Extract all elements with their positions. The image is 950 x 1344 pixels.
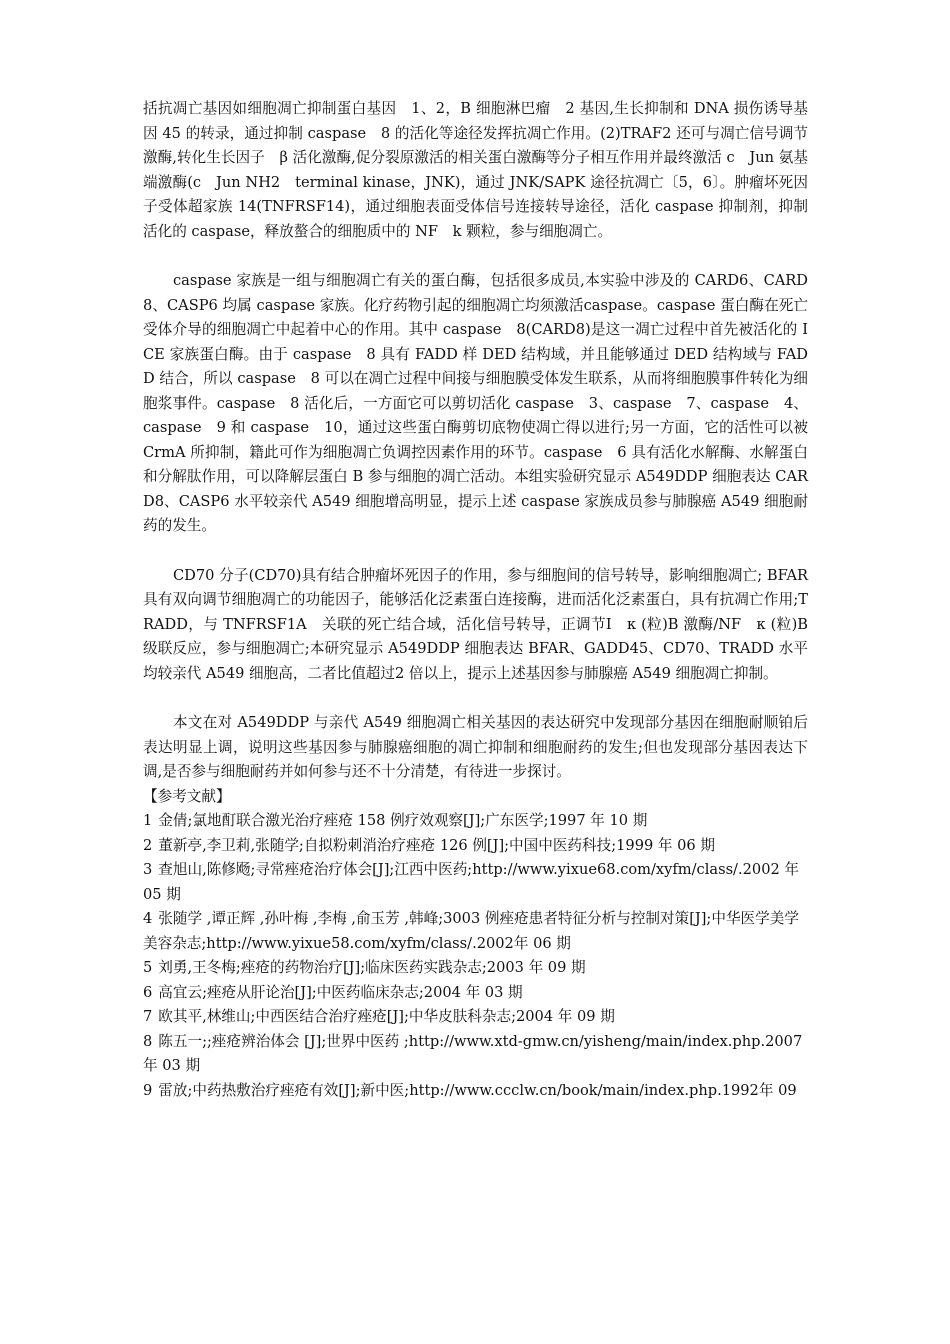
references-list	[143, 809, 808, 1103]
paragraph-conclusion: 本文在对 A549DDP 与亲代 A549 细胞凋亡相关基因的表达研究中发现部分基因在细胞耐顺铂后表达明显上调，说明这些基因参与肺腺癌细胞的凋亡抑制和细胞耐药的发生;但也发现部分基因表达下调,是否参与细胞耐药并如何参与还不十分清楚，有待进一步探讨。	[143, 714, 808, 780]
reference-item	[143, 981, 808, 1006]
references-heading: 【参考文献】	[143, 787, 231, 805]
reference-number: 1	[143, 812, 153, 829]
reference-item	[143, 956, 808, 981]
paragraph-gap	[143, 244, 808, 269]
reference-item	[143, 834, 808, 859]
reference-text: 金倩;氯地酊联合激光治疗痤疮 158 例疗效观察[J];广东医学;1997 年 10 期	[158, 812, 648, 829]
reference-number: 6	[143, 983, 153, 1001]
reference-text: 雷放;中药热敷治疗痤疮有效[J];新中医;http://www.ccclw.cn/book/main/index.php.1992年 09	[158, 1081, 797, 1099]
reference-text: 高宜云;痤疮从肝论治[J];中医药临床杂志;2004 年 03 期	[158, 983, 523, 1001]
reference-number: 2	[143, 836, 153, 854]
reference-number: 8	[143, 1032, 153, 1050]
reference-number: 3	[143, 861, 153, 878]
reference-item	[143, 1030, 808, 1079]
reference-text: 张随学 ,谭正辉 ,孙叶梅 ,李梅 ,俞玉芳 ,韩峰;3003 例痤疮患者特征分析与控制对策[J];中华医学美学美容杂志;http://www.yixue58.com/xyfm/class/.2002年 06 期	[143, 910, 799, 952]
paragraph-gap	[143, 539, 808, 564]
reference-number: 5	[143, 959, 153, 976]
reference-item	[143, 809, 808, 834]
reference-number: 9	[143, 1081, 153, 1099]
reference-item	[143, 1005, 808, 1030]
reference-text: 董新亭,李卫莉,张随学;自拟粉刺消治疗痤疮 126 例[J];中国中医药科技;1999 年 06 期	[158, 836, 715, 854]
reference-text: 陈五一;;痤疮辨治体会 [J];世界中医药 ;http://www.xtd-gmw.cn/yisheng/main/index.php.2007 年 03 期	[143, 1032, 803, 1074]
reference-item	[143, 858, 808, 907]
reference-text: 欧其平,林维山;中西医结合治疗痤疮[J];中华皮肤科杂志;2004 年 09 期	[158, 1008, 615, 1025]
paragraph-traf2: 括抗凋亡基因如细胞凋亡抑制蛋白基因 1、2，B 细胞淋巴瘤 2 基因,生长抑制和 DNA 损伤诱导基因 45 的转录，通过抑制 caspase 8 的活化等途径发挥抗凋亡作用。(2)TRAF2 还可与凋亡信号调节激酶,转化生长因子 β 活化激酶,促分裂原激活的相关蛋白激酶等分子相互作用并最终激活 c Jun 氨基端激酶(c Jun NH2 terminal kinase，JNK)，通过 JNK/SAPK 途径抗凋亡〔5，6〕。肿瘤坏死因子受体超家族 14(TNFRSF14)，通过细胞表面受体信号连接转导途径，活化 caspase 抑制剂，抑制活化的 caspase，释放螯合的细胞质中的 NF k 颗粒，参与细胞凋亡。	[143, 100, 808, 240]
paragraph-gap	[143, 686, 808, 711]
reference-number: 4	[143, 910, 153, 927]
paragraph-cd70: CD70 分子(CD70)具有结合肿瘤坏死因子的作用，参与细胞间的信号转导，影响细胞凋亡; BFAR 具有双向调节细胞凋亡的功能因子，能够活化泛素蛋白连接酶，进而活化泛素蛋白，具有抗凋亡作用;TRADD，与 TNFRSF1A 关联的死亡结合域，活化信号转导，正调节Ⅰ κ (粒)B 激酶/NF κ (粒)B 级联反应，参与细胞凋亡;本研究显示 A549DDP 细胞表达 BFAR、GADD45、CD70、TRADD 水平均较亲代 A549 细胞高，二者比值超过2 倍以上，提示上述基因参与肺腺癌 A549 细胞凋亡抑制。	[143, 566, 808, 682]
reference-text: 刘勇,王冬梅;痤疮的药物治疗[J];临床医药实践杂志;2003 年 09 期	[158, 959, 586, 976]
reference-item	[143, 1079, 808, 1104]
reference-text: 查旭山,陈修飏;寻常痤疮治疗体会[J];江西中医药;http://www.yixue68.com/xyfm/class/.2002 年 05 期	[143, 861, 799, 903]
reference-item	[143, 907, 808, 956]
reference-number: 7	[143, 1008, 153, 1025]
paragraph-caspase: caspase 家族是一组与细胞凋亡有关的蛋白酶，包括很多成员,本实验中涉及的 CARD6、CARD8、CASP6 均属 caspase 家族。化疗药物引起的细胞凋亡均须激活caspase。caspase 蛋白酶在死亡受体介导的细胞凋亡中起着中心的作用。其中 caspase 8(CARD8)是这一凋亡过程中首先被活化的 ICE 家族蛋白酶。由于 caspase 8 具有 FADD 样 DED 结构域，并且能够通过 DED 结构域与 FADD 结合，所以 caspase 8 可以在凋亡过程中间接与细胞膜受体发生联系，从而将细胞膜事件转化为细胞浆事件。caspase 8 活化后，一方面它可以剪切活化 caspase 3、caspase 7、caspase 4、caspase 9 和 caspase 10，通过这些蛋白酶剪切底物使凋亡得以进行;另一方面，它的活性可以被 CrmA 所抑制，籍此可作为细胞凋亡负调控因素作用的环节。caspase 6 具有活化水解酶、水解蛋白和分解肽作用，可以降解层蛋白 B 参与细胞的凋亡活动。本组实验研究显示 A549DDP 细胞表达 CARD8、CASP6 水平较亲代 A549 细胞增高明显，提示上述 caspase 家族成员参与肺腺癌 A549 细胞耐药的发生。	[143, 272, 808, 534]
